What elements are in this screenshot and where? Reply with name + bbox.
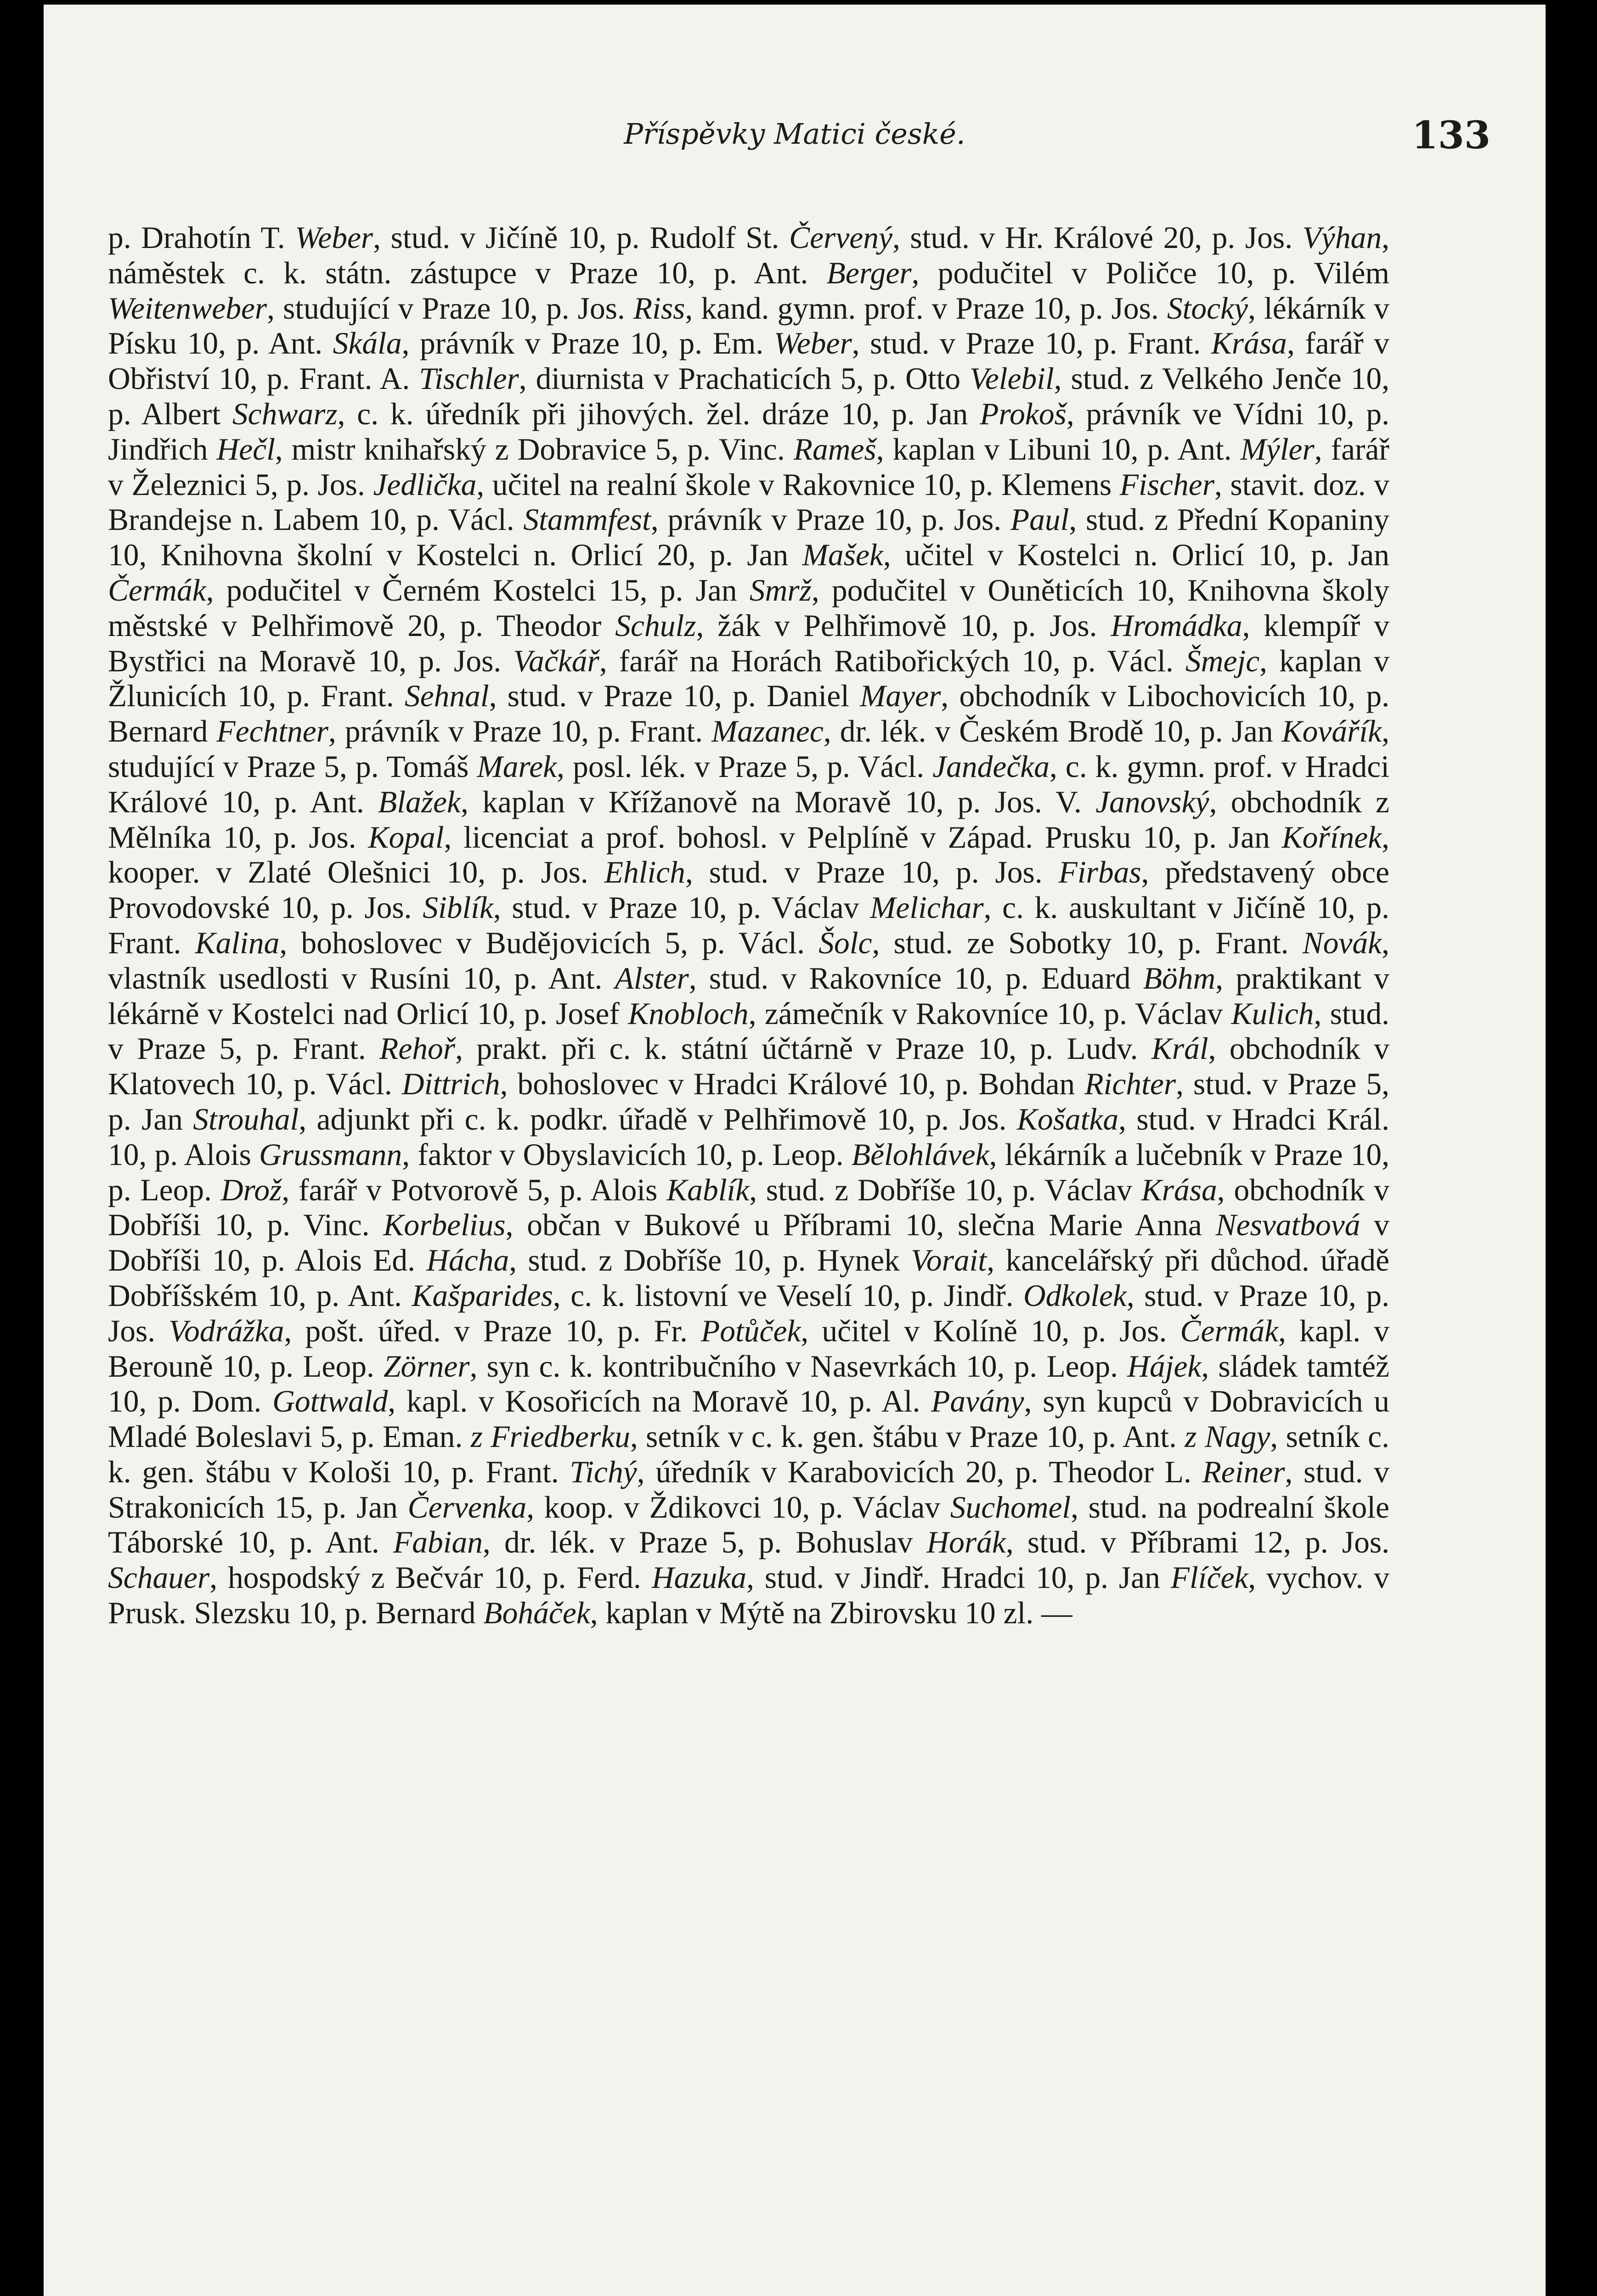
text-run: , farář v Potvorově 5, p. Alois: [282, 1172, 667, 1207]
person-surname: Rameš: [793, 432, 876, 467]
person-surname: Böhm: [1143, 961, 1216, 996]
person-surname: Hečl: [216, 432, 275, 467]
text-run: , stud. v Praze 10, p. Jos.: [685, 855, 1059, 890]
person-surname: Kašparides: [412, 1278, 553, 1313]
person-surname: Bělohlávek: [851, 1137, 989, 1172]
text-run: , stud. v Praze 5, p. Frant.: [108, 996, 1389, 1066]
text-run: , kaplan v Libuni 10, p. Ant.: [876, 432, 1241, 467]
person-surname: Čermák: [1180, 1313, 1279, 1348]
person-surname: Paul: [1010, 502, 1069, 537]
person-surname: Fischer: [1119, 467, 1214, 502]
running-title: Příspěvky Matici české.: [624, 117, 965, 151]
text-run: , žák v Pelhřimově 10, p. Jos.: [696, 608, 1111, 643]
text-run: , setník v c. k. gen. štábu v Praze 10, p. Ant.: [630, 1419, 1185, 1454]
text-run: , právník v Praze 10, p. Jos.: [650, 502, 1010, 537]
text-run: , sládek tamtéž 10, p. Dom.: [108, 1349, 1389, 1419]
person-surname: Král: [1151, 1031, 1208, 1066]
text-run: , úředník v Karabovicích 20, p. Theodor L.: [637, 1454, 1202, 1489]
person-surname: Alster: [615, 961, 689, 996]
person-surname: Prokoš: [980, 396, 1067, 431]
text-run: , vlastník usedlosti v Rusíni 10, p. Ant.: [108, 925, 1390, 996]
person-surname: Siblík: [423, 890, 493, 925]
person-surname: Sehnal: [404, 679, 489, 714]
text-run: , klempíř v Bystřici na Moravě 10, p. Jos.: [108, 608, 1390, 678]
person-surname: Stocký: [1167, 291, 1248, 326]
person-surname: Flíček: [1170, 1560, 1248, 1595]
person-surname: Drož: [220, 1172, 282, 1207]
person-surname: Novák: [1302, 925, 1382, 960]
person-surname: Pavány: [931, 1384, 1024, 1419]
person-surname: Knobloch: [628, 996, 749, 1031]
text-run: , lékárník v Písku 10, p. Ant.: [108, 291, 1390, 361]
text-run: , prakt. při c. k. státní účtárně v Praze 10, p. Ludv.: [455, 1031, 1151, 1066]
text-run: , stud. v Praze 10, p. Daniel: [489, 679, 860, 714]
text-run: , dr. lék. v Českém Brodě 10, p. Jan: [823, 714, 1282, 749]
person-surname: Kulich: [1231, 996, 1314, 1031]
text-run: , bohoslovec v Budějovicích 5, p. Václ.: [279, 925, 819, 960]
person-surname: Berger: [826, 255, 912, 290]
person-surname: Mazanec: [711, 714, 824, 749]
person-surname: Červenka: [407, 1490, 527, 1525]
text-run: , kaplan v Žlunicích 10, p. Frant.: [108, 643, 1389, 714]
person-surname: Dittrich: [401, 1067, 500, 1102]
text-run: , učitel na realní škole v Rakovnice 10, p. Klemens: [476, 467, 1120, 502]
person-surname: Schauer: [108, 1560, 210, 1595]
person-surname: Firbas: [1058, 855, 1141, 890]
person-surname: Stammfest: [523, 502, 651, 537]
text-run: , stud. v Jindř. Hradci 10, p. Jan: [746, 1560, 1171, 1595]
text-run: , představený obce Provodovské 10, p. Jos.: [108, 855, 1389, 925]
person-surname: Fabian: [393, 1525, 483, 1560]
person-surname: Vodrážka: [169, 1313, 284, 1348]
person-surname: Fechtner: [216, 714, 329, 749]
text-run: , stud. v Praze 10, p. Frant.: [852, 326, 1211, 361]
person-surname: Čermák: [108, 573, 206, 608]
text-run: , dr. lék. v Praze 5, p. Bohuslav: [483, 1525, 927, 1560]
text-run: , lékárník a lučebník v Praze 10, p. Leop.: [108, 1137, 1389, 1207]
text-run: , obchodník v Dobříši 10, p. Vinc.: [108, 1172, 1389, 1243]
text-run: , právník v Praze 10, p. Em.: [401, 326, 774, 361]
text-run: , diurnista v Prachaticích 5, p. Otto: [519, 361, 970, 396]
person-surname: Kovářík: [1281, 714, 1382, 749]
text-run: , stud. v Hr. Králové 20, p. Jos.: [892, 220, 1303, 255]
person-surname: Horák: [926, 1525, 1006, 1560]
document-page: [44, 5, 1546, 2296]
text-run: , c. k. úředník při jihových. žel. dráze 10, p. Jan: [337, 396, 980, 431]
person-surname: Blažek: [378, 784, 461, 819]
paragraph-text: [108, 220, 1389, 1631]
person-surname: Kořínek: [1281, 820, 1382, 855]
text-run: , učitel v Kolíně 10, p. Jos.: [801, 1313, 1180, 1348]
person-surname: z Nagy: [1185, 1419, 1270, 1454]
text-run: , syn kupců v Dobravicích u Mladé Boleslavi 5, p. Eman.: [108, 1384, 1389, 1454]
person-surname: Hromádka: [1111, 608, 1242, 643]
person-surname: Zörner: [384, 1349, 470, 1384]
text-run: , stud. z Přední Kopaniny 10, Knihovna školní v Kostelci n. Orlicí 20, p. Jan: [108, 502, 1389, 573]
text-run: , stud. z Dobříše 10, p. Václav: [749, 1172, 1141, 1207]
text-run: , podučitel v Černém Kostelci 15, p. Jan: [206, 573, 750, 608]
person-surname: Jedlička: [373, 467, 477, 502]
text-run: , stud. v Praze 10, p. Jos.: [108, 1278, 1389, 1348]
person-surname: Weitenweber: [108, 291, 267, 326]
person-surname: Výhan: [1302, 220, 1382, 255]
text-run: , posl. lék. v Praze 5, p. Václ.: [557, 749, 933, 784]
person-surname: Tischler: [419, 361, 519, 396]
text-run: , hospodský z Bečvár 10, p. Ferd.: [209, 1560, 652, 1595]
text-run: , stavit. doz. v Brandejse n. Labem 10, p. Václ.: [108, 467, 1389, 537]
person-surname: Smrž: [749, 573, 812, 608]
text-run: , podučitel v Poličce 10, p. Vilém: [911, 255, 1389, 290]
text-run: , farář na Horách Ratibořických 10, p. Václ.: [599, 643, 1185, 678]
person-surname: Marek: [477, 749, 557, 784]
text-run: , stud. v Příbrami 12, p. Jos.: [1005, 1525, 1389, 1560]
text-run: p. Drahotín T.: [108, 220, 295, 255]
text-run: , kaplan v Mýtě na Zbirovsku 10 zl. —: [590, 1596, 1072, 1631]
person-surname: Kalina: [195, 925, 280, 960]
donor-list-paragraph: [108, 220, 1389, 1631]
person-surname: Korbelius: [383, 1208, 506, 1243]
person-surname: Tichý: [570, 1454, 637, 1489]
text-run: v Dobříši 10, p. Alois Ed.: [108, 1208, 1390, 1278]
text-run: , právník ve Vídni 10, p. Jindřich: [108, 396, 1390, 467]
text-run: , pošt. úřed. v Praze 10, p. Fr.: [284, 1313, 701, 1348]
person-surname: Ehlich: [604, 855, 685, 890]
person-surname: Potůček: [701, 1313, 801, 1348]
text-run: , c. k. auskultant v Jičíně 10, p. Frant.: [108, 890, 1389, 960]
person-surname: Weber: [295, 220, 373, 255]
text-run: , c. k. gymn. prof. v Hradci Králové 10, p. Ant.: [108, 749, 1389, 819]
person-surname: Krása: [1211, 326, 1287, 361]
text-run: , bohoslovec v Hradci Králové 10, p. Bohdan: [500, 1067, 1085, 1102]
person-surname: Grussmann: [259, 1137, 402, 1172]
person-surname: Rehoř: [379, 1031, 456, 1066]
text-run: , stud. v Strakonicích 15, p. Jan: [108, 1454, 1389, 1525]
text-run: , adjunkt při c. k. podkr. úřadě v Pelhřimově 10, p. Jos.: [299, 1102, 1017, 1137]
text-run: , stud. v Hradci Král. 10, p. Alois: [108, 1102, 1389, 1172]
text-run: , syn c. k. kontribučního v Nasevrkách 10, p. Leop.: [469, 1349, 1128, 1384]
person-surname: Schulz: [615, 608, 696, 643]
text-run: , zámečník v Rakovníce 10, p. Václav: [748, 996, 1231, 1031]
text-run: , studující v Praze 10, p. Jos.: [267, 291, 633, 326]
text-run: , stud. ze Sobotky 10, p. Frant.: [872, 925, 1303, 960]
page-number: 133: [1411, 113, 1490, 158]
text-run: , právník v Praze 10, p. Frant.: [328, 714, 712, 749]
person-surname: Hazuka: [651, 1560, 747, 1595]
text-run: , stud. v Jičíně 10, p. Rudolf St.: [373, 220, 790, 255]
text-run: , kand. gymn. prof. v Praze 10, p. Jos.: [685, 291, 1167, 326]
text-run: , obchodník z Mělníka 10, p. Jos.: [108, 784, 1389, 855]
person-surname: Mýler: [1240, 432, 1315, 467]
person-surname: Boháček: [483, 1596, 590, 1631]
text-run: , setník c. k. gen. štábu v Kološi 10, p. Frant.: [108, 1419, 1390, 1489]
person-surname: Košatka: [1016, 1102, 1119, 1137]
text-run: , stud. z Dobříše 10, p. Hynek: [509, 1243, 911, 1278]
person-surname: Schwarz: [232, 396, 338, 431]
person-surname: Šolc: [818, 925, 872, 960]
text-run: , kapl. v Kosořicích na Moravě 10, p. Al.: [388, 1384, 931, 1419]
person-surname: Melichar: [870, 890, 984, 925]
person-surname: Odkolek: [1023, 1278, 1127, 1313]
text-run: , mistr knihařský z Dobravice 5, p. Vinc.: [275, 432, 794, 467]
text-run: , stud. v Praze 10, p. Václav: [493, 890, 870, 925]
person-surname: Vačkář: [513, 643, 599, 678]
text-run: , kaplan v Křížanově na Moravě 10, p. Jos. V.: [460, 784, 1096, 819]
text-run: , farář v Obřiství 10, p. Frant. A.: [108, 326, 1390, 396]
person-surname: Richter: [1084, 1067, 1176, 1102]
text-run: , kooper. v Zlaté Olešnici 10, p. Jos.: [108, 820, 1389, 890]
person-surname: Janovský: [1095, 784, 1209, 819]
person-surname: Velebil: [970, 361, 1054, 396]
text-run: , licenciat a prof. bohosl. v Pelplíně v Západ. Prusku 10, p. Jan: [444, 820, 1282, 855]
person-surname: Kablík: [666, 1172, 750, 1207]
person-surname: z Friedberku: [470, 1419, 630, 1454]
person-surname: Hácha: [426, 1243, 509, 1278]
text-run: , stud. z Velkého Jenče 10, p. Albert: [108, 361, 1389, 431]
text-run: , farář v Železnici 5, p. Jos.: [108, 432, 1389, 502]
text-run: , kapl. v Berouně 10, p. Leop.: [108, 1313, 1389, 1384]
text-run: , kancelářský při důchod. úřadě Dobříšském 10, p. Ant.: [108, 1243, 1389, 1313]
person-surname: Nesvatbová: [1215, 1208, 1360, 1243]
text-run: , občan v Bukové u Příbrami 10, slečna Marie Anna: [505, 1208, 1216, 1243]
text-run: , učitel v Kostelci n. Orlicí 10, p. Jan: [883, 538, 1389, 573]
person-surname: Červený: [789, 220, 892, 255]
person-surname: Weber: [773, 326, 852, 361]
text-run: , náměstek c. k. státn. zástupce v Praze 10, p. Ant.: [108, 220, 1389, 290]
person-surname: Kopal: [368, 820, 444, 855]
text-run: , c. k. listovní ve Veselí 10, p. Jindř.: [553, 1278, 1024, 1313]
text-run: , obchodník v Klatovech 10, p. Václ.: [108, 1031, 1389, 1102]
person-surname: Strouhal: [193, 1102, 299, 1137]
person-surname: Mayer: [860, 679, 941, 714]
person-surname: Hájek: [1127, 1349, 1202, 1384]
person-surname: Krása: [1141, 1172, 1217, 1207]
text-run: , stud. v Praze 5, p. Jan: [108, 1067, 1390, 1137]
text-run: , koop. v Ždikovci 10, p. Václav: [526, 1490, 950, 1525]
person-surname: Reiner: [1202, 1454, 1285, 1489]
text-run: , praktikant v lékárně v Kostelci nad Orlicí 10, p. Josef: [108, 961, 1389, 1031]
text-run: , studující v Praze 5, p. Tomáš: [108, 714, 1389, 784]
person-surname: Šmejc: [1185, 643, 1260, 678]
page-header: [44, 113, 1546, 172]
person-surname: Vorait: [911, 1243, 987, 1278]
person-surname: Riss: [633, 291, 685, 326]
text-run: , podučitel v Ouněticích 10, Knihovna školy městské v Pelhřimově 20, p. Theodor: [108, 573, 1389, 643]
person-surname: Skála: [333, 326, 402, 361]
person-surname: Mašek: [802, 538, 883, 573]
text-run: , stud. na podrealní škole Táborské 10, p. Ant.: [108, 1490, 1390, 1560]
text-run: , vychov. v Prusk. Slezsku 10, p. Bernard: [108, 1560, 1389, 1631]
text-run: , stud. v Rakovníce 10, p. Eduard: [688, 961, 1143, 996]
person-surname: Jandečka: [932, 749, 1050, 784]
text-run: , faktor v Obyslavicích 10, p. Leop.: [402, 1137, 852, 1172]
person-surname: Gottwald: [272, 1384, 388, 1419]
text-run: , obchodník v Libochovicích 10, p. Bernard: [108, 679, 1389, 749]
person-surname: Suchomel: [950, 1490, 1071, 1525]
